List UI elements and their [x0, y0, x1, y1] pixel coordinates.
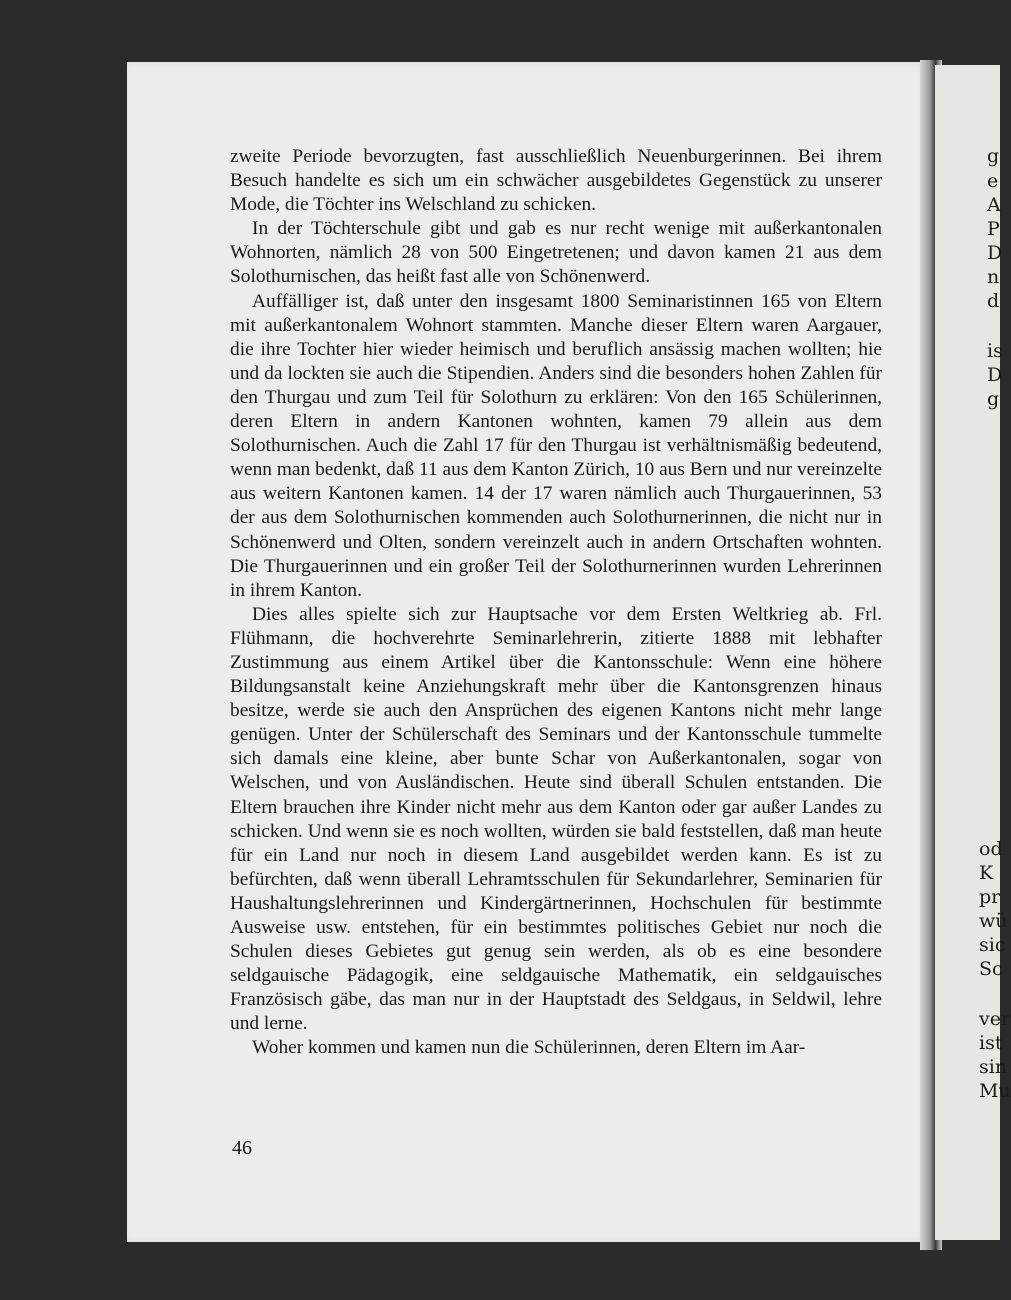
facing-text-fragment: Mu	[979, 1080, 1011, 1102]
paragraph: Dies alles spielte sich zur Hauptsache vor dem Ersten Weltkrieg ab. Frl. Flühmann, die hochverehrte Seminarlehrerin, zitierte 1888 mit lebhafter Zustimmung aus einem Artikel über die Kantonsschule: Wenn eine höhere Bildungsanstalt keine Anziehungskraft mehr über die Kantonsgrenzen hinaus besitze, werde sie auch den Ansprüchen des eigenen Kantons nicht mehr lange genügen. Unter der Schülerschaft des Seminars und der Kantonsschule tummelte sich damals eine kleine, aber bunte Schar von Außerkantonalen, sogar von Welschen, und von Ausländischen. Heute sind überall Schulen entstanden. Die Eltern brauchen ihre Kinder nicht mehr aus dem Kanton oder gar außer Landes zu schicken. Und wenn sie es noch wollten, würden sie bald feststellen, daß man heute für ein Land nur noch in diesem Land ausgebildet werden kann. Es ist zu befürchten, daß wenn überall Lehramtsschulen für Sekundarlehrer, Seminarien für Haushaltungslehrerinnen und Kindergärtnerinnen, Hochschulen für bestimmte Ausweise usw. entstehen, für ein bestimmtes politisches Gebiet nur noch die Schulen dieses Gebietes gut genug sein werden, als ob es eine besondere seldgauische Pädagogik, eine seldgauische Mathematik, ein seldgauisches Französisch gäbe, das man nur in der Hauptstadt des Seldgaus, in Seldwil, lehre und lerne.	[230, 603, 882, 1035]
facing-text-fragment: K	[979, 862, 994, 884]
facing-text-fragment: D	[987, 364, 1003, 386]
facing-text-fragment: A	[987, 194, 1001, 216]
facing-text-fragment: sic	[979, 934, 1006, 956]
facing-text-fragment: od	[979, 838, 1003, 860]
facing-text-fragment: ist	[979, 1032, 1003, 1054]
facing-text-fragment: pr	[979, 886, 1001, 908]
page-number: 46	[232, 1137, 252, 1159]
paragraph: In der Töchterschule gibt und gab es nur recht wenige mit außerkantonalen Wohnorten, nämlich 28 von 500 Eingetretenen; und davon kamen 21 aus dem Solothurnischen, das heißt fast alle von Schönenwerd.	[230, 218, 882, 288]
paragraph: Woher kommen und kamen nun die Schülerinnen, deren Eltern im Aar-	[252, 1037, 806, 1059]
facing-text-fragment: is	[987, 340, 1003, 362]
facing-text-fragment: wü	[979, 910, 1008, 932]
facing-text-fragment: D	[987, 242, 1003, 264]
facing-page	[935, 65, 1011, 1240]
facing-text-fragment: g	[987, 388, 1000, 410]
facing-text-fragment: n	[987, 266, 1000, 288]
facing-text-fragment: d	[987, 290, 1000, 312]
facing-text-fragment: ver	[979, 1008, 1011, 1030]
facing-text-fragment: Sc	[979, 958, 1003, 980]
paragraph: zweite Periode bevorzugten, fast ausschließlich Neuenburgerinnen. Bei ihrem Besuch handelte es sich um ein schwächer ausgebildetes Gegenstück zu unserer Mode, die Töchter ins Welschland zu schicken.	[230, 146, 882, 216]
facing-text-fragment: sin	[979, 1056, 1008, 1078]
body-text	[230, 145, 882, 1061]
paragraph: Auffälliger ist, daß unter den insgesamt 1800 Seminaristinnen 165 von Eltern mit außerkantonalem Wohnort stammten. Manche dieser Eltern waren Aargauer, die ihre Tochter hier wieder heimisch und beruflich ansässig machen wollten; hie und da lockten sie auch die Stipendien. Anders sind die besonders hohen Zahlen für den Thurgau und zum Teil für Solothurn zu erklären: Von den 165 Schülerinnen, deren Eltern in andern Kantonen wohnten, kamen 79 allein aus dem Solothurnischen. Auch die Zahl 17 für den Thurgau ist verhältnismäßig bedeutend, wenn man bedenkt, daß 11 aus dem Kanton Zürich, 10 aus Bern und nur vereinzelte aus weitern Kantonen kamen. 14 der 17 waren nämlich auch Thurgauerinnen, 53 der aus dem Solothurnischen kommenden auch Solothurnerinnen, die nicht nur in Schönenwerd und Olten, sondern vereinzelt auch in andern Ortschaften wohnten. Die Thurgauerinnen und ein großer Teil der Solothurnerinnen wurden Lehrerinnen in ihrem Kanton.	[230, 290, 882, 601]
facing-text-fragment: P	[987, 218, 1000, 240]
facing-text-fragment: g	[987, 145, 1000, 167]
facing-text-fragment: e	[987, 170, 999, 192]
